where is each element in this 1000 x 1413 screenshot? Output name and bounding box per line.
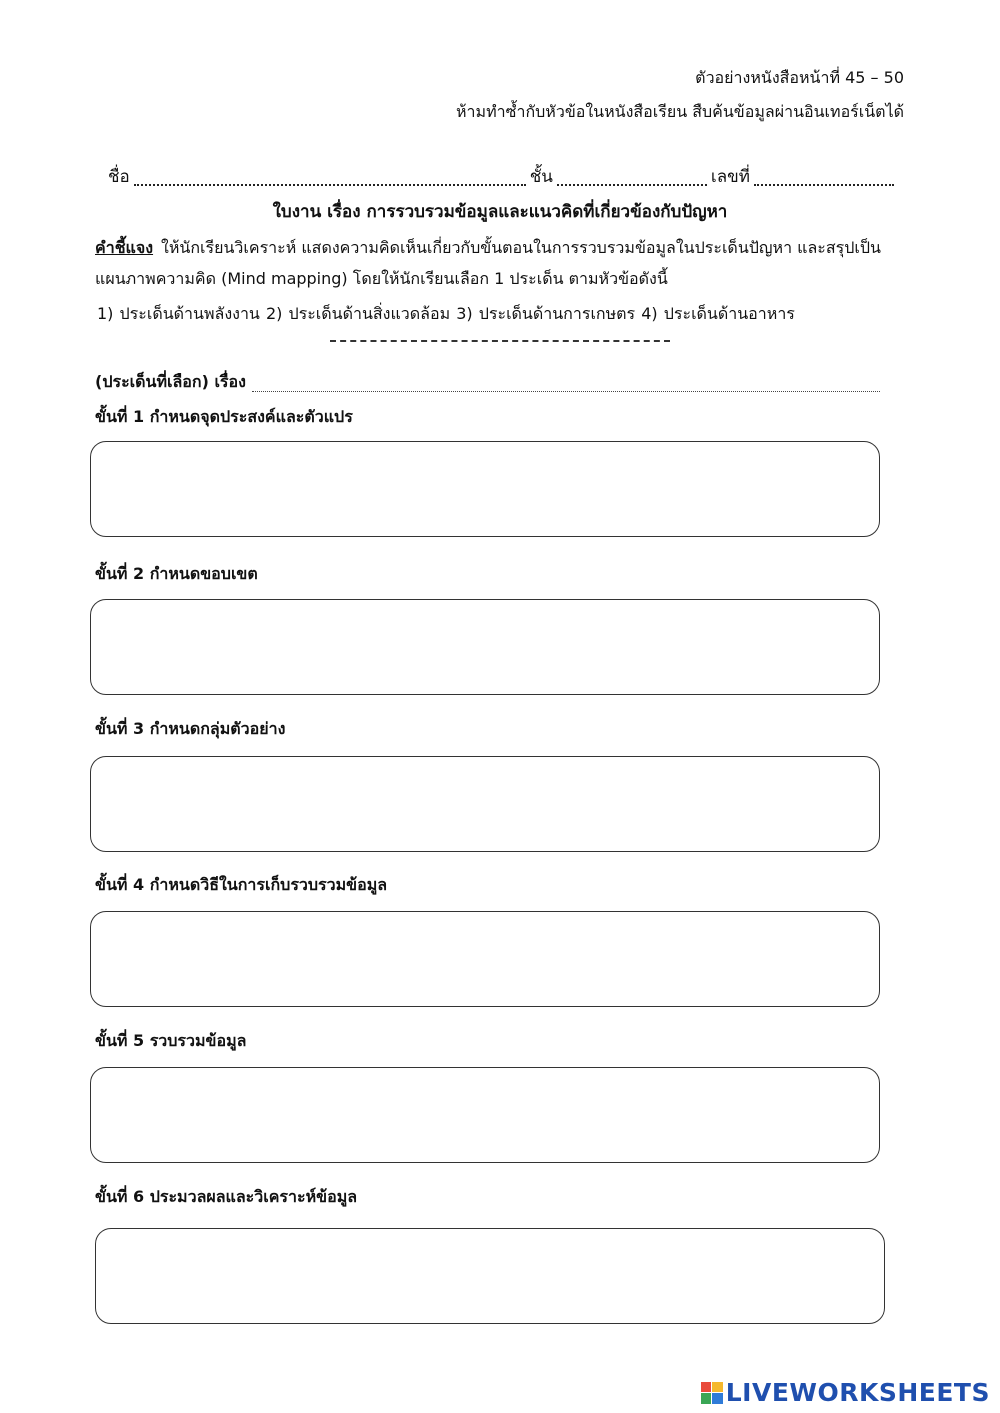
number-field[interactable] bbox=[754, 166, 894, 186]
pages-note: ตัวอย่างหนังสือหน้าที่ 45 – 50 bbox=[695, 68, 904, 87]
number-label: เลขที่ bbox=[710, 167, 750, 187]
instruction-text: ให้นักเรียนวิเคราะห์ แสดงความคิดเห็นเกี่ยวกับขั้นตอนในการรวบรวมข้อมูลในประเด็นปัญหา และสรุปเป็นแผนภาพความคิด (Mind mapping) โดยให้นักเรียนเลือก 1 ประเด็น ตามหัวข้อดังนี้ bbox=[95, 238, 881, 288]
class-field[interactable] bbox=[557, 166, 707, 186]
dashed-separator bbox=[330, 340, 670, 342]
worksheet-title: ใบงาน เรื่อง การรวบรวมข้อมูลและแนวคิดที่เกี่ยวข้องกับปัญหา bbox=[272, 202, 728, 222]
step-5-label: ขั้นที่ 5 รวบรวมข้อมูล bbox=[95, 1031, 247, 1050]
selected-topic-field[interactable] bbox=[252, 373, 880, 392]
class-label: ชั้น bbox=[529, 167, 553, 187]
name-field[interactable] bbox=[134, 166, 526, 186]
step-4-label: ขั้นที่ 4 กำหนดวิธีในการเก็บรวบรวมข้อมูล bbox=[95, 875, 388, 894]
step-1-label: ขั้นที่ 1 กำหนดจุดประสงค์และตัวแปร bbox=[95, 407, 353, 426]
instructions bbox=[95, 232, 910, 294]
name-label: ชื่อ bbox=[108, 167, 130, 187]
step-6-label: ขั้นที่ 6 ประมวลผลและวิเคราะห์ข้อมูล bbox=[95, 1187, 358, 1206]
step-2-answer-box[interactable] bbox=[90, 599, 880, 695]
step-6-answer-box[interactable] bbox=[95, 1228, 885, 1324]
brand-text: LIVEWORKSHEETS bbox=[725, 1378, 990, 1407]
step-2-label: ขั้นที่ 2 กำหนดขอบเขต bbox=[95, 564, 258, 583]
step-4-answer-box[interactable] bbox=[90, 911, 880, 1007]
step-5-answer-box[interactable] bbox=[90, 1067, 880, 1163]
step-1-answer-box[interactable] bbox=[90, 441, 880, 537]
topic-options: 1) ประเด็นด้านพลังงาน 2) ประเด็นด้านสิ่งแวดล้อม 3) ประเด็นด้านการเกษตร 4) ประเด็นด้านอาหาร bbox=[97, 304, 795, 323]
step-3-answer-box[interactable] bbox=[90, 756, 880, 852]
step-3-label: ขั้นที่ 3 กำหนดกลุ่มตัวอย่าง bbox=[95, 719, 286, 738]
selected-topic-label: (ประเด็นที่เลือก) เรื่อง bbox=[95, 372, 246, 391]
liveworksheets-logo[interactable] bbox=[701, 1378, 990, 1407]
selected-topic-row bbox=[95, 370, 880, 395]
instruction-heading: คำชี้แจง bbox=[95, 238, 154, 257]
rule-note: ห้ามทำซ้ำกับหัวข้อในหนังสือเรียน สืบค้นข้อมูลผ่านอินเทอร์เน็ตได้ bbox=[455, 102, 904, 121]
liveworksheets-logo-icon bbox=[701, 1382, 723, 1404]
student-info-row bbox=[104, 162, 894, 190]
